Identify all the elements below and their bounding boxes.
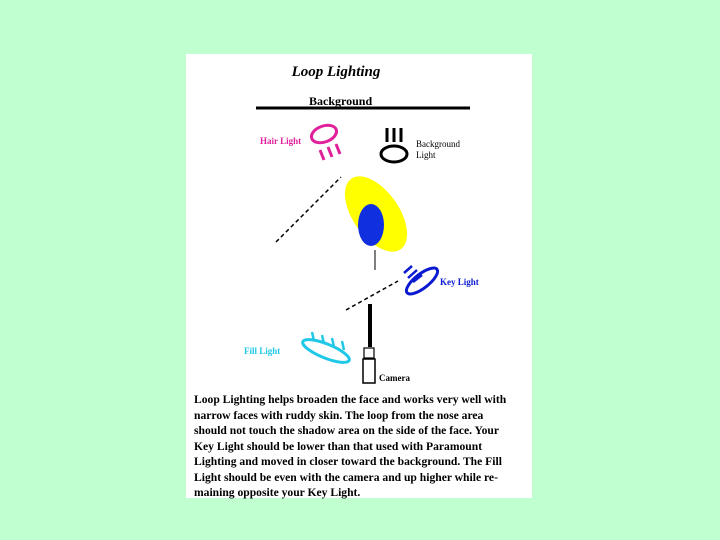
hair-light-icon bbox=[309, 122, 340, 160]
diagram-panel bbox=[186, 54, 532, 498]
background-label: Background bbox=[309, 94, 373, 108]
background-light-icon bbox=[381, 128, 407, 162]
hair-light-dashed-line bbox=[276, 177, 341, 242]
camera-label: Camera bbox=[379, 373, 410, 383]
background-light-label: Background Light bbox=[416, 139, 460, 160]
camera-icon bbox=[363, 304, 375, 383]
key-light-icon bbox=[403, 264, 442, 298]
key-light-label: Key Light bbox=[440, 277, 479, 287]
description-text: Loop Lighting helps broaden the face and works very well with narrow faces with ruddy skin. The loop from the nose area should not touch the shadow area on the side of the face. Your Key Light should be lower than that used with Paramount Lighting and moved in closer toward the background. The Fill Light should be even with the camera and up higher while re- maining opposite your Key Light. bbox=[194, 393, 507, 499]
fill-light-label: Fill Light bbox=[244, 346, 281, 356]
hair-light-label: Hair Light bbox=[260, 136, 302, 146]
diagram-title: Loop Lighting bbox=[291, 64, 381, 80]
face bbox=[358, 204, 384, 246]
fill-light-icon bbox=[300, 332, 352, 367]
